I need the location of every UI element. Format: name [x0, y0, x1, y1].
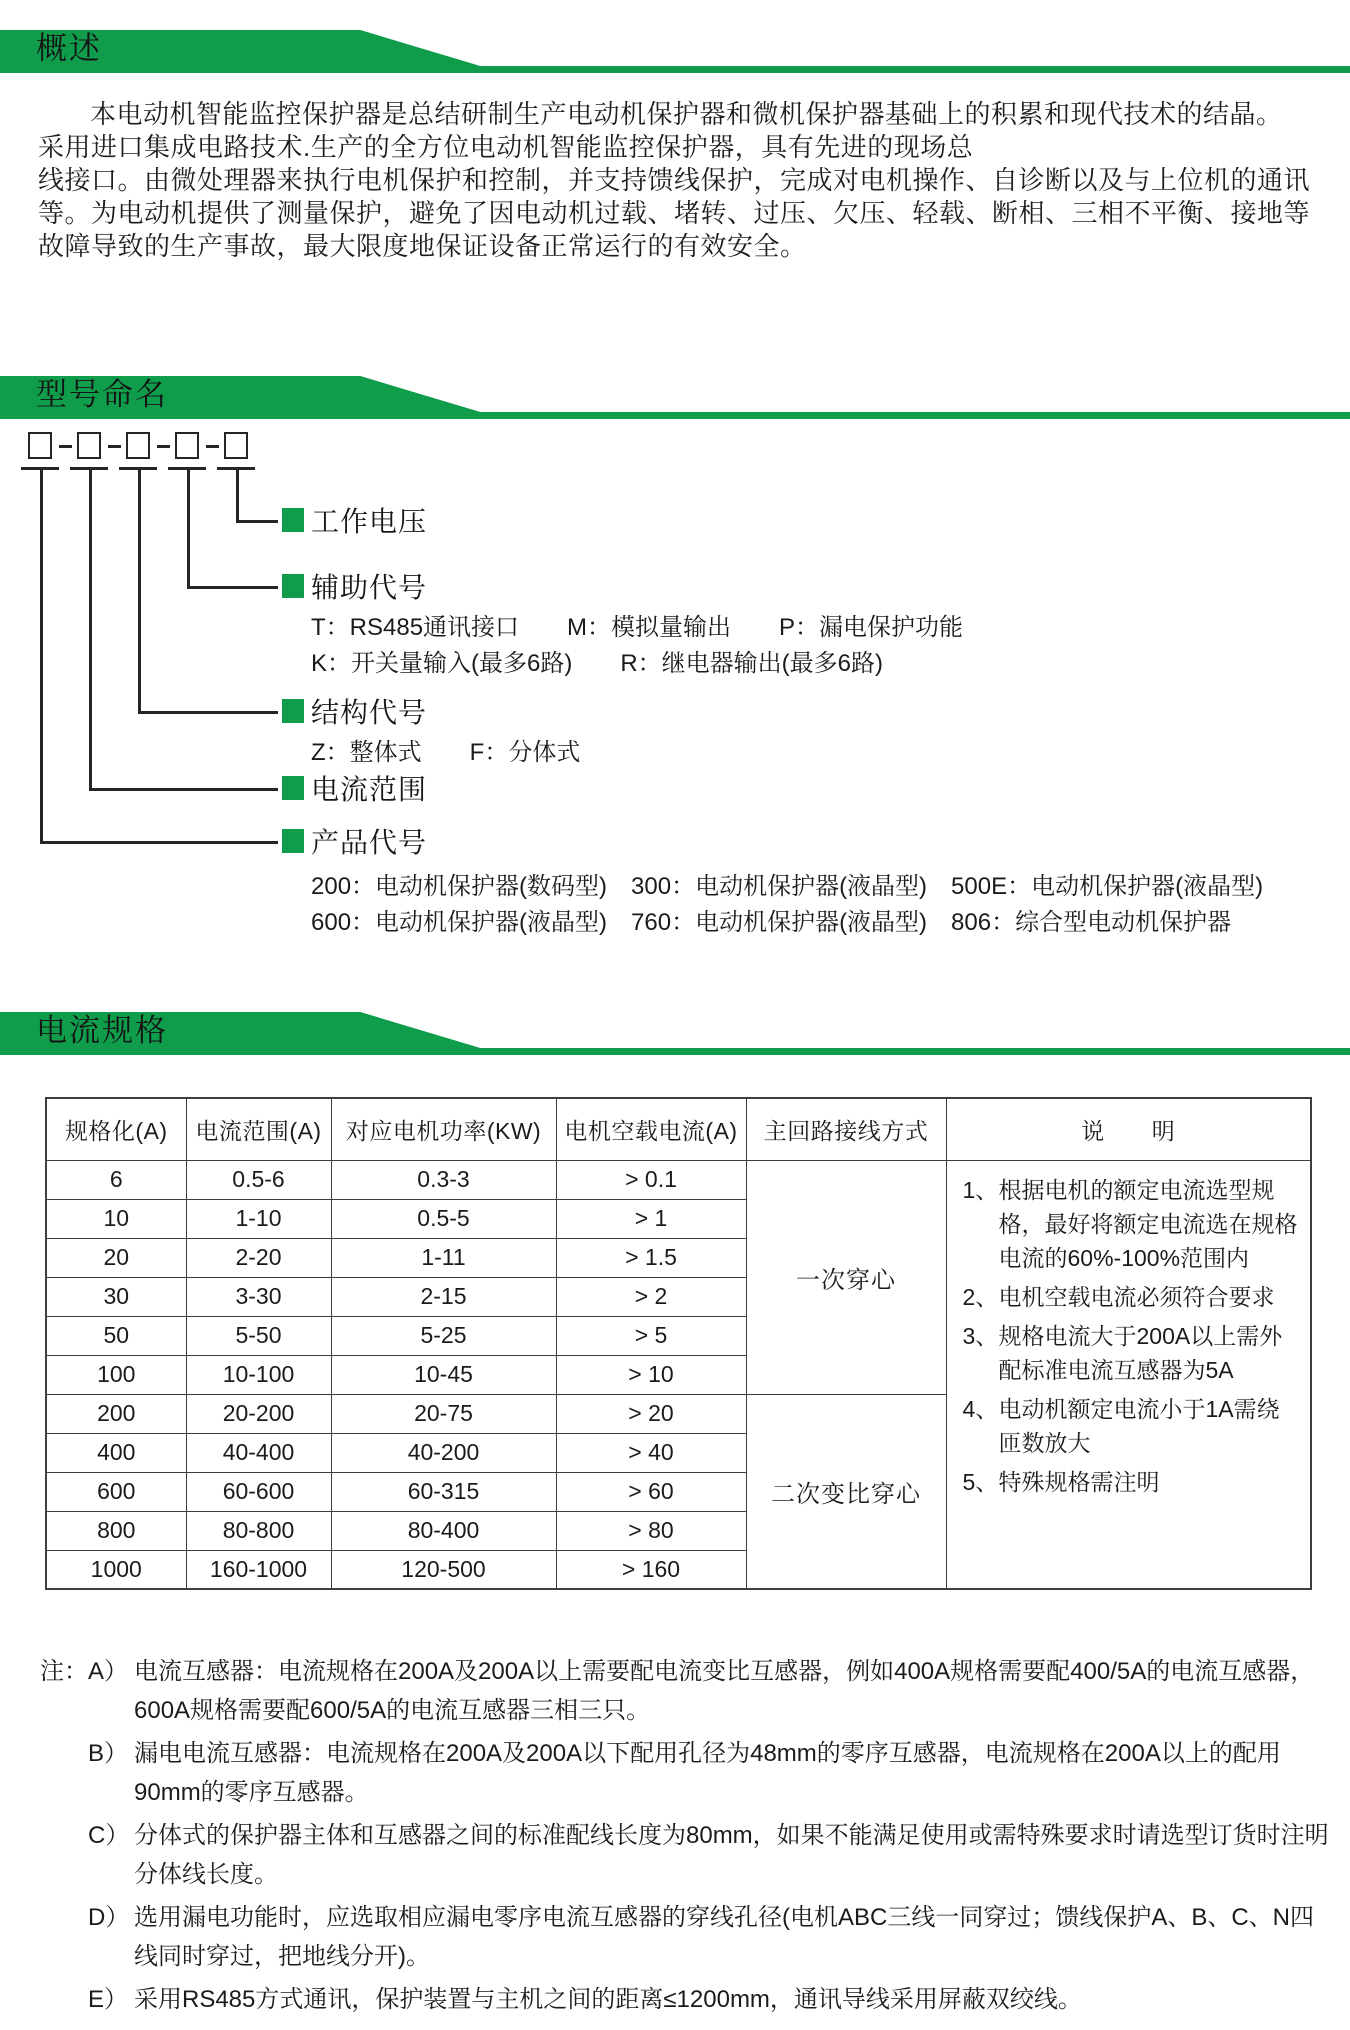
table-cell: 20 [46, 1238, 186, 1277]
table-cell: 10-100 [186, 1355, 331, 1394]
table-cell: 80-400 [331, 1511, 556, 1550]
wiring-cell: 二次变比穿心 [746, 1394, 946, 1589]
section-title-overview: 概述 [36, 31, 102, 66]
diagram-connector-line [40, 469, 43, 844]
table-row [46, 1160, 1311, 1199]
naming-label [282, 695, 580, 727]
naming-label [282, 772, 427, 804]
column-header: 说 明 [946, 1098, 1311, 1160]
green-square-bullet [282, 574, 304, 598]
table-cell: 80-800 [186, 1511, 331, 1550]
section-title-naming: 型号命名 [36, 377, 168, 412]
remark-number: 2、 [962, 1283, 999, 1310]
remark-text: 电动机额定电流小于1A需绕匝数放大 [998, 1395, 1280, 1456]
specs-table-header [46, 1098, 1311, 1160]
model-naming-diagram [20, 432, 1330, 962]
model-code-box [175, 432, 199, 459]
remark-item [963, 1280, 1303, 1314]
banner-underline-strip [0, 1048, 1350, 1055]
model-code-dash [157, 445, 170, 448]
table-cell: 20-200 [186, 1394, 331, 1433]
footnote-prefix [40, 1980, 88, 2019]
diagram-connector-line [40, 841, 278, 844]
table-cell: > 40 [556, 1433, 746, 1472]
naming-label-text: 工作电压 [311, 506, 428, 537]
table-cell: > 1.5 [556, 1238, 746, 1277]
model-code-box [126, 432, 150, 459]
naming-label-group [282, 570, 963, 682]
table-cell: 100 [46, 1355, 186, 1394]
column-header: 电流范围(A) [186, 1098, 331, 1160]
naming-label [282, 570, 963, 602]
footnote-key: C） [88, 1822, 130, 1849]
footnote-text: 电流互感器：电流规格在200A及200A以上需要配电流变比互感器，例如400A规格需要配400/5A的电流互感器，600A规格需要配600/5A的电流互感器三相三只。 [134, 1658, 1315, 1724]
footnotes [40, 1652, 1335, 2023]
table-cell: 600 [46, 1472, 186, 1511]
footnote-item [40, 1734, 1335, 1812]
section-banner-naming [0, 376, 1350, 422]
diagram-connector-line [89, 469, 92, 791]
table-cell: 400 [46, 1433, 186, 1472]
naming-sub-line: 600：电动机保护器(液晶型) 760：电动机保护器(液晶型) 806：综合型电动机保护器 [311, 909, 1232, 936]
specs-table-body [46, 1160, 1311, 1589]
model-code-dash [108, 445, 121, 448]
overview-paragraph-line: 本电动机智能监控保护器是总结研制生产电动机保护器和微机保护器基础上的积累和现代技术的结晶。 [90, 99, 1283, 129]
section-banner-specs [0, 1012, 1350, 1058]
diagram-connector-line [187, 469, 190, 589]
remarks-cell [946, 1160, 1311, 1589]
footnote-prefix: 注： [40, 1658, 88, 1685]
footnote-prefix [40, 1898, 88, 1976]
overview-paragraph-line: 故障导致的生产事故，最大限度地保证设备正常运行的有效安全。 [38, 231, 807, 261]
table-cell: 50 [46, 1316, 186, 1355]
diagram-connector-line [138, 469, 141, 714]
green-square-bullet [282, 508, 304, 532]
table-cell: 30 [46, 1277, 186, 1316]
table-cell: 1000 [46, 1550, 186, 1589]
naming-label-text: 电流范围 [311, 774, 428, 805]
remark-item [963, 1173, 1303, 1275]
diagram-connector-line [187, 586, 278, 589]
specs-table [45, 1097, 1312, 1590]
model-code-box [224, 432, 248, 459]
naming-label [282, 504, 427, 536]
model-code-box [28, 432, 52, 459]
banner-underline-strip [0, 66, 1350, 73]
footnote-text: 漏电电流互感器：电流规格在200A及200A以下配用孔径为48mm的零序互感器，电流规格在200A以上的配用90mm的零序互感器。 [134, 1740, 1281, 1806]
table-cell: 10-45 [331, 1355, 556, 1394]
naming-label-group [282, 825, 1263, 941]
footnote-text: 分体式的保护器主体和互感器之间的标准配线长度为80mm，如果不能满足使用或需特殊要求时请选型订货时注明分体线长度。 [134, 1822, 1329, 1888]
table-cell: 6 [46, 1160, 186, 1199]
section-title-specs: 电流规格 [36, 1013, 168, 1048]
table-cell: 5-50 [186, 1316, 331, 1355]
overview-paragraph-line: 采用进口集成电路技术.生产的全方位电动机智能监控保护器，具有先进的现场总 [38, 132, 974, 162]
green-square-bullet [282, 776, 304, 800]
diagram-connector-line [236, 469, 239, 523]
table-cell: 2-15 [331, 1277, 556, 1316]
column-header: 主回路接线方式 [746, 1098, 946, 1160]
table-cell: > 10 [556, 1355, 746, 1394]
banner-underline-strip [0, 412, 1350, 419]
overview-paragraph-line: 等。为电动机提供了测量保护，避免了因电动机过载、堵转、过压、欠压、轻载、断相、三相不平衡、接地等 [38, 198, 1311, 228]
footnote-text: 采用RS485方式通讯，保护装置与主机之间的距离≤1200mm，通讯导线采用屏蔽双绞线。 [134, 1986, 1082, 2013]
remark-item [963, 1319, 1303, 1387]
footnote-item [40, 1652, 1335, 1730]
naming-label-group [282, 504, 427, 536]
naming-label-text: 辅助代号 [311, 572, 428, 603]
green-square-bullet [282, 699, 304, 723]
model-code-box [77, 432, 101, 459]
remark-number: 1、 [962, 1176, 999, 1203]
naming-sub-line: K：开关量输入(最多6路) R：继电器输出(最多6路) [311, 650, 884, 677]
table-cell: > 2 [556, 1277, 746, 1316]
remark-item [963, 1392, 1303, 1460]
diagram-connector-line [89, 788, 278, 791]
table-cell: > 5 [556, 1316, 746, 1355]
table-cell: 20-75 [331, 1394, 556, 1433]
footnote-item [40, 1816, 1335, 1894]
table-cell: 0.5-5 [331, 1199, 556, 1238]
remark-text: 电机空载电流必须符合要求 [998, 1283, 1275, 1310]
table-cell: > 160 [556, 1550, 746, 1589]
table-cell: 200 [46, 1394, 186, 1433]
table-cell: 0.5-6 [186, 1160, 331, 1199]
table-cell: > 20 [556, 1394, 746, 1433]
table-cell: 0.3-3 [331, 1160, 556, 1199]
footnote-text: 选用漏电功能时，应选取相应漏电零序电流互感器的穿线孔径(电机ABC三线一同穿过；馈线保护A、B、C、N四线同时穿过，把地线分开)。 [134, 1904, 1315, 1970]
naming-label-group [282, 695, 580, 771]
table-cell: 2-20 [186, 1238, 331, 1277]
footnote-prefix [40, 1816, 88, 1894]
table-cell: 40-400 [186, 1433, 331, 1472]
section-banner-overview [0, 30, 1350, 76]
remark-item [963, 1465, 1303, 1499]
model-code-dash [59, 445, 72, 448]
column-header: 电机空载电流(A) [556, 1098, 746, 1160]
naming-label-group [282, 772, 427, 804]
table-cell: 10 [46, 1199, 186, 1238]
table-cell: > 60 [556, 1472, 746, 1511]
remark-text: 规格电流大于200A以上需外配标准电流互感器为5A [998, 1322, 1283, 1383]
diagram-connector-line [236, 520, 278, 523]
footnote-item [40, 1898, 1335, 1976]
table-cell: 800 [46, 1511, 186, 1550]
table-cell: > 1 [556, 1199, 746, 1238]
table-cell: 160-1000 [186, 1550, 331, 1589]
naming-label-text: 结构代号 [311, 697, 428, 728]
footnote-prefix [40, 1734, 88, 1812]
overview-paragraph-line: 线接口。由微处理器来执行电机保护和控制，并支持馈线保护，完成对电机操作、自诊断以及与上位机的通讯 [38, 165, 1311, 195]
table-cell: 120-500 [331, 1550, 556, 1589]
naming-label [282, 825, 1263, 857]
naming-sub-line: Z：整体式 F：分体式 [311, 739, 581, 766]
header-row [46, 1098, 1311, 1160]
footnote-key: E） [88, 1986, 129, 2013]
table-cell: 40-200 [331, 1433, 556, 1472]
wiring-cell: 一次穿心 [746, 1160, 946, 1394]
table-cell: 1-10 [186, 1199, 331, 1238]
table-cell: 5-25 [331, 1316, 556, 1355]
footnote-key: A） [88, 1658, 129, 1685]
table-cell: 60-315 [331, 1472, 556, 1511]
table-cell: 3-30 [186, 1277, 331, 1316]
remark-number: 5、 [962, 1468, 999, 1495]
remark-number: 4、 [962, 1395, 999, 1422]
table-cell: > 80 [556, 1511, 746, 1550]
column-header: 对应电机功率(KW) [331, 1098, 556, 1160]
green-square-bullet [282, 829, 304, 853]
remark-text: 特殊规格需注明 [998, 1468, 1160, 1495]
diagram-connector-line [138, 711, 278, 714]
table-cell: 60-600 [186, 1472, 331, 1511]
footnote-key: D） [88, 1904, 130, 1931]
column-header: 规格化(A) [46, 1098, 186, 1160]
footnote-key: B） [88, 1740, 129, 1767]
remark-number: 3、 [962, 1322, 999, 1349]
table-cell: 1-11 [331, 1238, 556, 1277]
model-code-dash [206, 445, 219, 448]
remark-text: 根据电机的额定电流选型规格，最好将额定电流选在规格电流的60%-100%范围内 [998, 1176, 1298, 1271]
naming-sub-line: 200：电动机保护器(数码型) 300：电动机保护器(液晶型) 500E：电动机保护器(液晶型) [311, 873, 1264, 900]
naming-label-text: 产品代号 [311, 827, 428, 858]
overview-paragraph [38, 98, 1328, 263]
table-cell: > 0.1 [556, 1160, 746, 1199]
naming-sub-line: T：RS485通讯接口 M：模拟量输出 P：漏电保护功能 [311, 614, 964, 641]
footnote-item [40, 1980, 1335, 2019]
